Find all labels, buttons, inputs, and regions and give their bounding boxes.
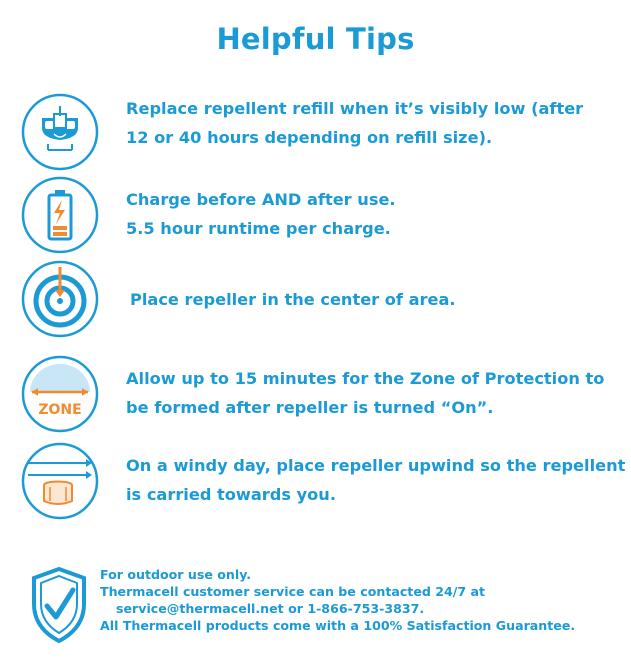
tip-line: On a windy day, place repeller upwind so the repellent [126, 456, 626, 475]
refill-icon [20, 92, 100, 172]
target-center-icon [20, 259, 100, 339]
battery-charge-icon [20, 175, 100, 255]
tip-zone [20, 354, 620, 434]
footer-line-outdoor: For outdoor use only. [100, 567, 252, 582]
footer-line-guarantee: All Thermacell products come with a 100% Satisfaction Guarantee. [100, 618, 576, 633]
tip-line: Place repeller in the center of area. [130, 290, 456, 309]
zone-icon-label: ZONE [38, 402, 82, 418]
footer-notice [30, 566, 620, 646]
tip-line: 5.5 hour runtime per charge. [126, 219, 391, 238]
tip-line: be formed after repeller is turned “On”. [126, 398, 494, 417]
shield-check-icon [30, 566, 88, 644]
tip-line: is carried towards you. [126, 485, 336, 504]
tip-charge [20, 175, 620, 255]
tip-line: Replace repellent refill when it’s visibly low (after [126, 99, 584, 118]
zone-icon [20, 354, 100, 434]
wind-repeller-icon [20, 441, 100, 521]
page-title: Helpful Tips [216, 22, 415, 56]
tip-line: 12 or 40 hours depending on refill size). [126, 128, 493, 147]
tip-replace-refill [20, 92, 620, 172]
tip-line: Charge before AND after use. [126, 190, 396, 209]
tip-center [20, 259, 620, 339]
tip-line: Allow up to 15 minutes for the Zone of Protection to [126, 369, 605, 388]
footer-line-service: Thermacell customer service can be contacted 24/7 at [100, 584, 486, 599]
tip-windy [20, 441, 626, 521]
footer-line-contact: service@thermacell.net or 1-866-753-3837. [116, 601, 425, 616]
